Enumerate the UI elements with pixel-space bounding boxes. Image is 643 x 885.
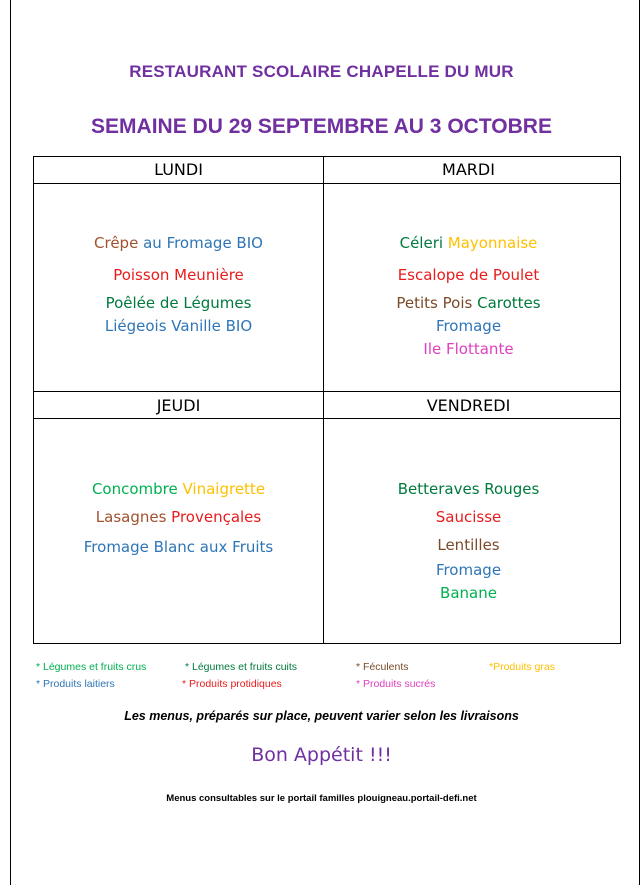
menu-item: Banane (440, 584, 497, 602)
menu-text: Concombre (91, 480, 183, 498)
day-header-mardi: MARDI (442, 160, 495, 179)
legend-feculents: * Féculents (356, 661, 409, 673)
restaurant-title: RESTAURANT SCOLAIRE CHAPELLE DU MUR (129, 62, 514, 81)
menu-item: Ile Flottante (423, 340, 514, 358)
day-header-lundi: LUNDI (154, 160, 203, 179)
menu-item: Poisson Meunière (113, 266, 244, 284)
menu-text: Carottes (477, 294, 541, 312)
menu-item (34, 508, 323, 526)
legend-sucres: * Produits sucrés (356, 678, 436, 690)
grid-divider-middle (34, 391, 620, 392)
menu-item: Liégeois Vanille BIO (104, 317, 253, 335)
menu-text: Vinaigrette (182, 480, 266, 498)
menu-grid (33, 156, 621, 644)
menu-text: Fromage BIO (166, 234, 263, 252)
menu-cell-mardi (324, 157, 613, 391)
legend-crus: * Légumes et fruits crus (36, 661, 147, 673)
menu-text: Lasagnes (95, 508, 172, 526)
day-header-jeudi: JEUDI (156, 396, 201, 415)
menu-text: Mayonnaise (447, 234, 538, 252)
menu-item: Fromage Blanc aux Fruits (83, 538, 274, 556)
menu-cell-jeudi (34, 419, 323, 644)
menu-text: Céleri (399, 234, 448, 252)
day-header-vendredi: VENDREDI (426, 396, 511, 415)
menu-cell-vendredi (324, 419, 613, 644)
footer-link-text: Menus consultables sur le portail familles plouigneau.portail-defi.net (166, 793, 477, 804)
legend-gras: *Produits gras (489, 661, 555, 673)
menu-cell-lundi (34, 157, 323, 391)
menu-item: Poêlée de Légumes (105, 294, 252, 312)
menu-item (34, 234, 323, 252)
delivery-note: Les menus, préparés sur place, peuvent varier selon les livraisons (124, 709, 519, 723)
legend-proteines: * Produits protidiques (182, 678, 282, 690)
menu-item (34, 480, 323, 498)
menu-item (324, 294, 613, 312)
menu-text: Provençales (171, 508, 262, 526)
greeting: Bon Appétit !!! (251, 744, 392, 766)
legend-cuits: * Légumes et fruits cuits (185, 661, 298, 673)
week-title: SEMAINE DU 29 SEPTEMBRE AU 3 OCTOBRE (91, 115, 552, 138)
menu-item: Betteraves Rouges (397, 480, 540, 498)
menu-item: Fromage (435, 317, 502, 335)
menu-item: Escalope de Poulet (397, 266, 540, 284)
menu-text: Crêpe (94, 234, 139, 252)
menu-text: Petits Pois (396, 294, 478, 312)
menu-item: Lentilles (437, 536, 500, 554)
menu-item: Saucisse (435, 508, 502, 526)
menu-item: Fromage (435, 561, 502, 579)
legend-laitiers: * Produits laitiers (36, 678, 115, 690)
menu-item (324, 234, 613, 252)
menu-text: au (138, 234, 167, 252)
